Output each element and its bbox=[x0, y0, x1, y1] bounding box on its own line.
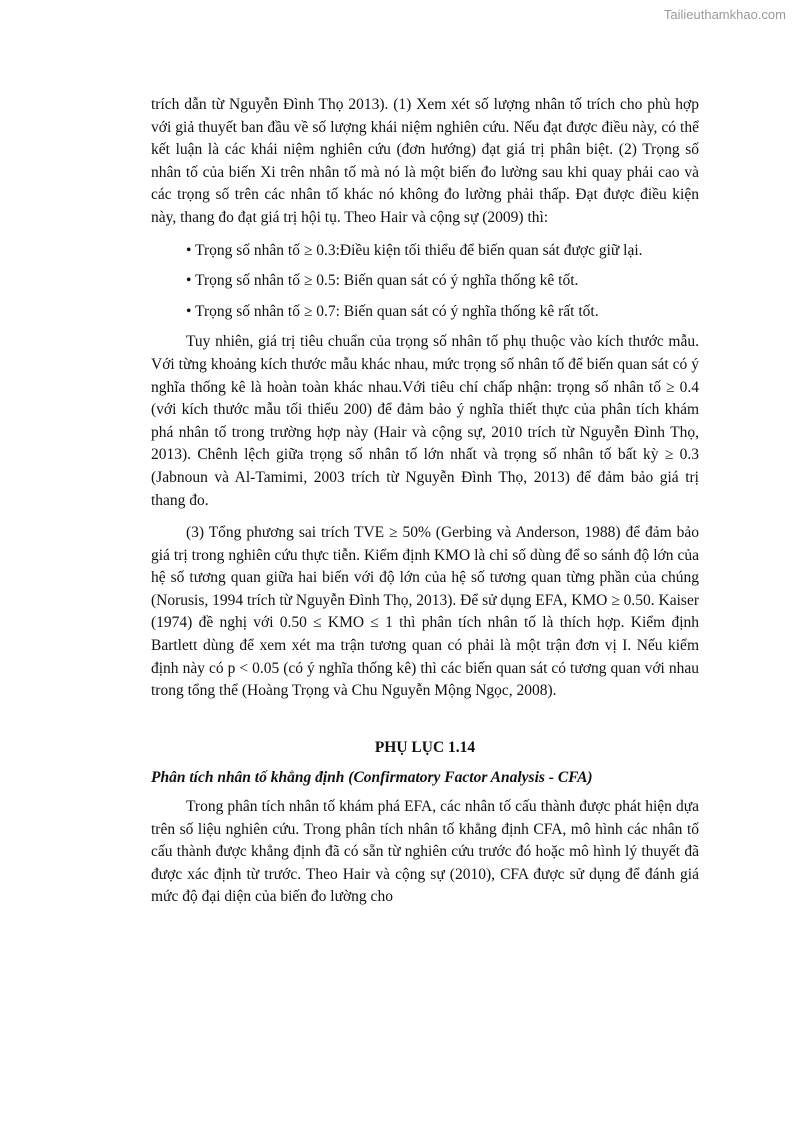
paragraph-3: (3) Tổng phương sai trích TVE ≥ 50% (Gerbing và Anderson, 1988) để đảm bảo giá trị trong nghiên cứu thực tiễn. Kiểm định KMO là chỉ số dùng để so sánh độ lớn của hệ số tương quan giữa hai biến với độ lớn của hệ số tương quan từng phần của chúng (Norusis, 1994 trích từ Nguyễn Đình Thọ, 2013). Để sử dụng EFA, KMO ≥ 0.50. Kaiser (1974) đề nghị với 0.50 ≤ KMO ≤ 1 thì phân tích nhân tố là thích hợp. Kiểm định Bartlett dùng để xem xét ma trận tương quan có phải là một trận đơn vị I. Nếu kiểm định này có p < 0.05 (có ý nghĩa thống kê) thì các biến quan sát có tương quan với nhau trong tổng thể (Hoàng Trọng và Chu Nguyễn Mộng Ngọc, 2008). bbox=[151, 524, 699, 700]
section-subheading: Phân tích nhân tố khẳng định (Confirmatory Factor Analysis - CFA) bbox=[151, 769, 593, 787]
bullet-item-1: • Trọng số nhân tố ≥ 0.3:Điều kiện tối thiểu để biến quan sát được giữ lại. bbox=[186, 241, 643, 259]
paragraph-1: trích dẫn từ Nguyễn Đình Thọ 2013). (1) Xem xét số lượng nhân tố trích cho phù hợp với giả thuyết ban đầu về số lượng khái niệm nghiên cứu. Nếu đạt được điều này, có thể kết luận là các khái niệm nghiên cứu (đơn hướng) đạt giá trị phân biệt. (2) Trọng số nhân tố của biến Xi trên nhân tố mà nó là một biến đo lường sau khi quay phải cao và các trọng số trên các nhân tố khác nó không đo lường phải thấp. Đạt được điều kiện này, thang đo đạt giá trị hội tụ. Theo Hair và cộng sự (2009) thì: bbox=[151, 96, 699, 226]
bullet-item-2: • Trọng số nhân tố ≥ 0.5: Biến quan sát có ý nghĩa thống kê tốt. bbox=[186, 272, 579, 290]
appendix-heading: PHỤ LỤC 1.14 bbox=[374, 738, 476, 756]
bullet-item-3: • Trọng số nhân tố ≥ 0.7: Biến quan sát có ý nghĩa thống kê rất tốt. bbox=[186, 302, 599, 320]
paragraph-2: Tuy nhiên, giá trị tiêu chuẩn của trọng số nhân tố phụ thuộc vào kích thước mẫu. Với từng khoảng kích thước mẫu khác nhau, mức trọng số nhân tố để biến quan sát có ý nghĩa thống kê là hoàn toàn khác nhau.Với tiêu chí chấp nhận: trọng số nhân tố ≥ 0.4 (với kích thước mẫu tối thiểu 200) để đảm bảo ý nghĩa thiết thực của phân tích khám phá nhân tố trong trường hợp này (Hair và cộng sự, 2010 trích từ Nguyễn Đình Thọ, 2013). Chênh lệch giữa trọng số nhân tố lớn nhất và trọng số nhân tố bất kỳ ≥ 0.3 (Jabnoun và Al-Tamimi, 2003 trích từ Nguyễn Đình Thọ, 2013) để đảm bảo giá trị thang đo. bbox=[151, 333, 699, 509]
watermark-text: Tailieuthamkhao.com bbox=[663, 7, 786, 22]
paragraph-4: Trong phân tích nhân tố khám phá EFA, các nhân tố cấu thành được phát hiện dựa trên số liệu nghiên cứu. Trong phân tích nhân tố khẳng định CFA, mô hình các nhân tố cấu thành được khẳng định đã có sẵn từ nghiên cứu trước đó hoặc mô hình lý thuyết đã được xác định từ trước. Theo Hair và cộng sự (2010), CFA được sử dụng để đánh giá mức độ đại diện của biến đo lường cho bbox=[151, 798, 699, 906]
document-body bbox=[151, 94, 699, 919]
